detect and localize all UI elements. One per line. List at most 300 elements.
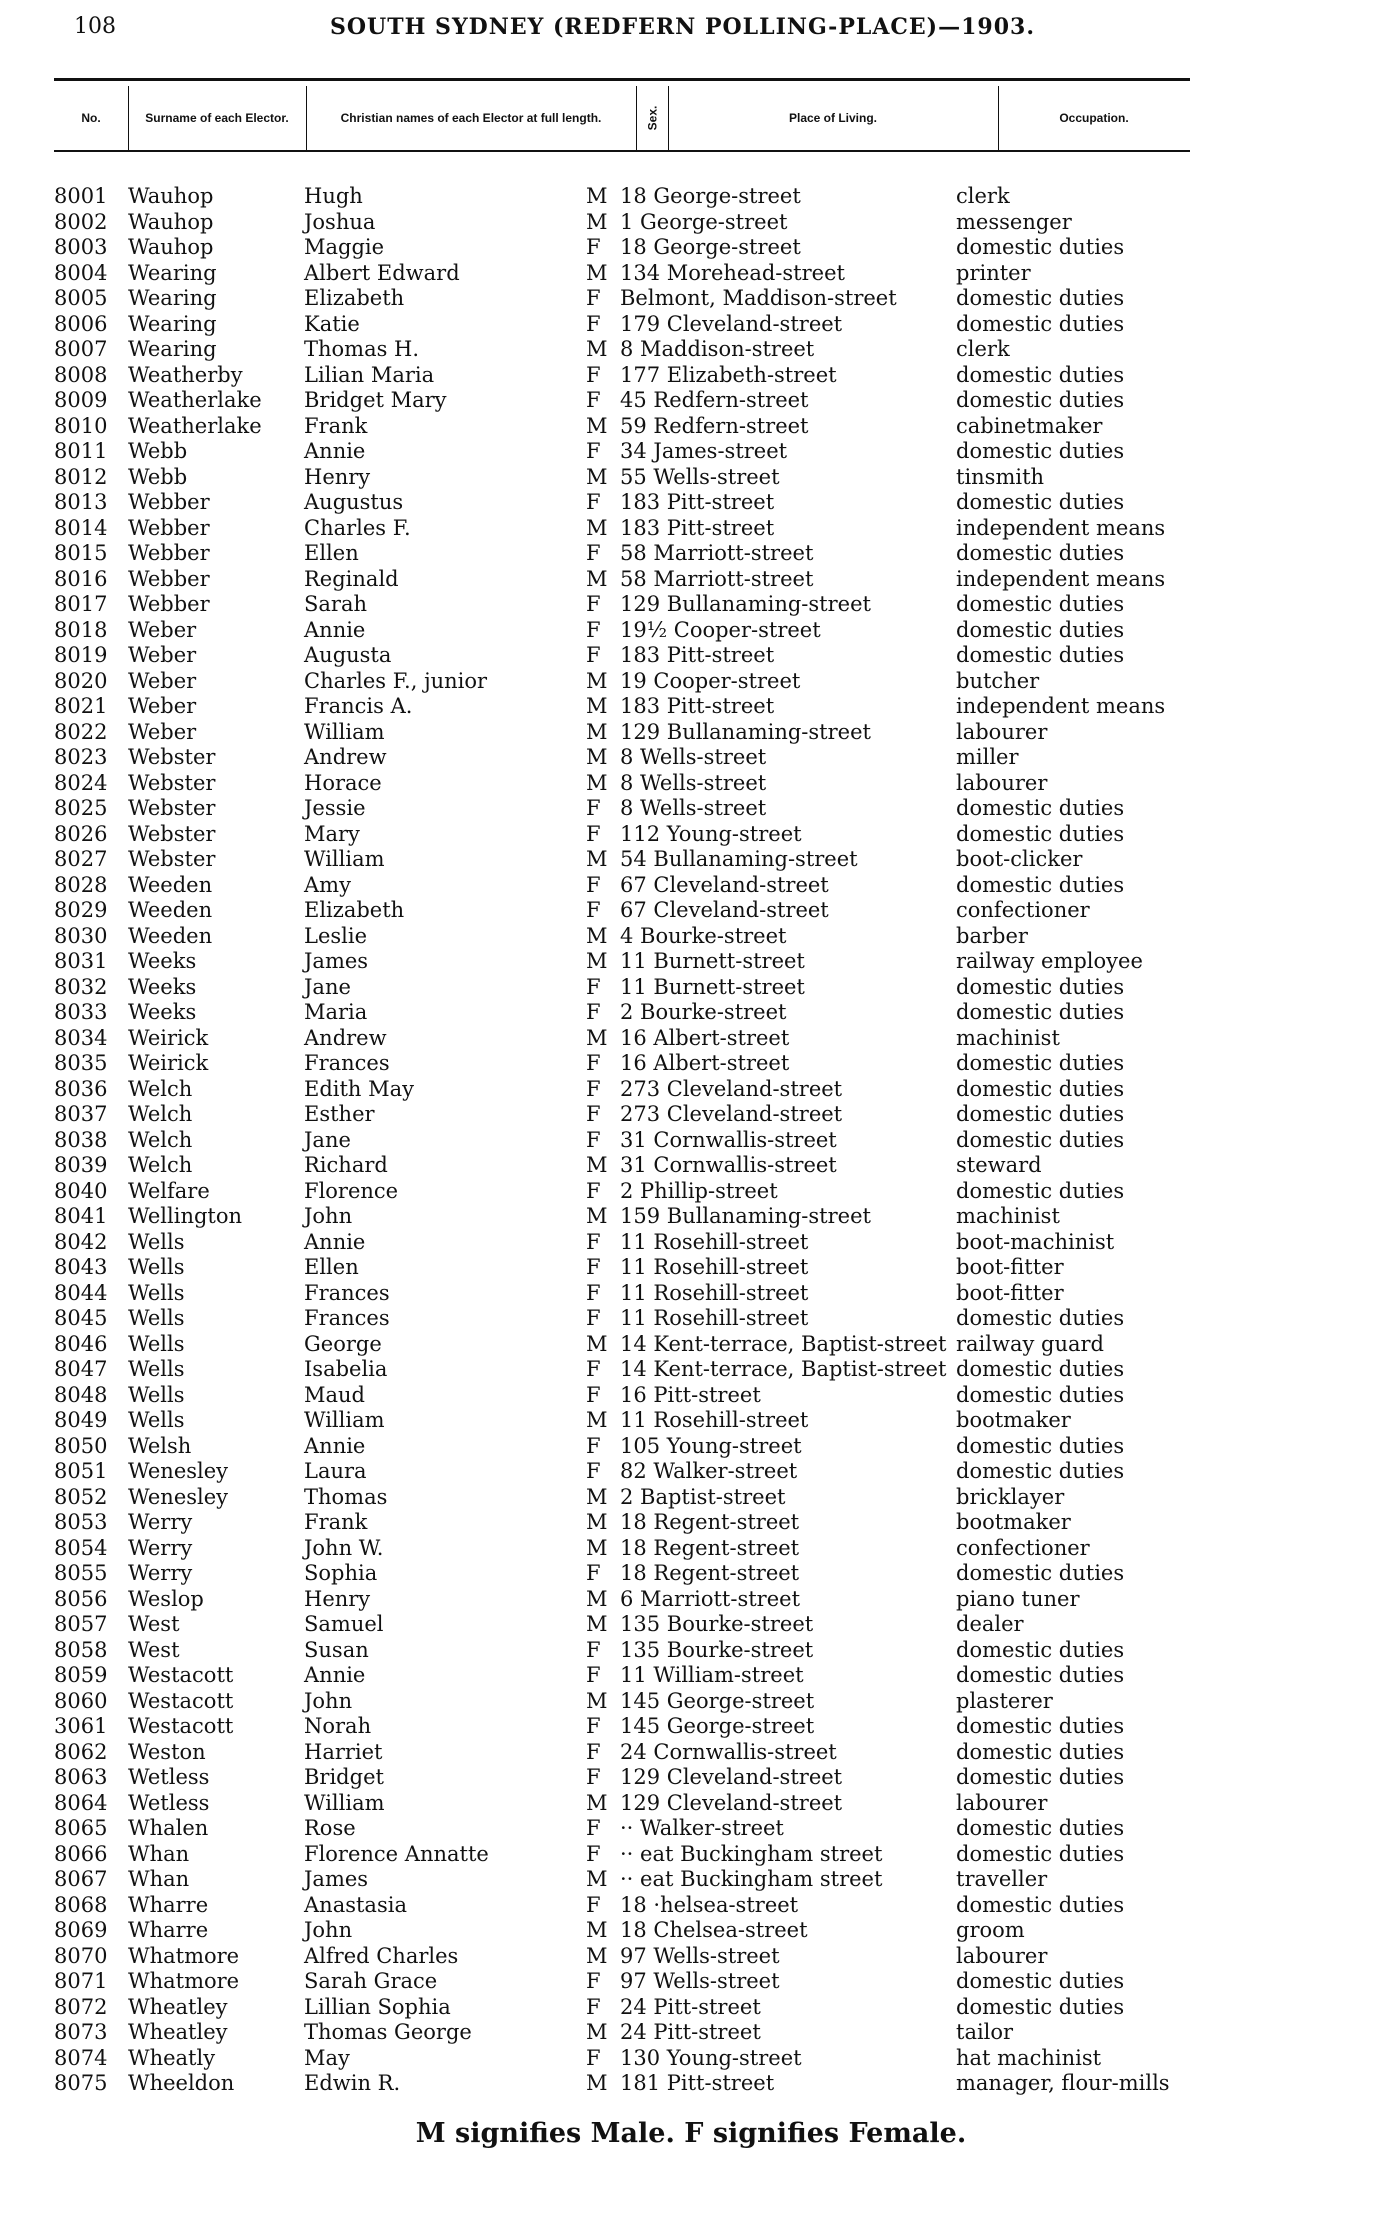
elector-place-of-living: 2 Baptist-street (620, 1484, 786, 1509)
elector-number: 8062 (54, 1739, 108, 1764)
elector-occupation: labourer (956, 770, 1048, 795)
elector-sex: F (586, 1994, 601, 2019)
elector-place-of-living: 273 Cleveland-street (620, 1102, 843, 1126)
elector-number: 8063 (54, 1765, 108, 1789)
table-row (0, 1102, 1382, 1128)
column-header-place-of-living: Place of Living. (668, 86, 999, 150)
elector-surname: Weber (128, 719, 197, 744)
elector-number: 8035 (54, 1051, 108, 1075)
elector-number: 8030 (54, 923, 108, 948)
elector-place-of-living: 130 Young-street (620, 2045, 802, 2070)
elector-occupation: domestic duties (956, 796, 1125, 820)
elector-occupation: railway guard (956, 1331, 1104, 1356)
table-row (0, 1561, 1382, 1587)
elector-place-of-living: 273 Cleveland-street (620, 1076, 843, 1101)
elector-surname: Whan (128, 1841, 190, 1866)
table-row (0, 1408, 1382, 1434)
table-row (0, 312, 1382, 338)
elector-surname: West (128, 1637, 180, 1662)
elector-sex: F (586, 617, 601, 642)
elector-sex: M (586, 566, 608, 591)
elector-place-of-living: 183 Pitt-street (620, 643, 775, 667)
elector-surname: Wearing (128, 311, 217, 336)
table-row (0, 1944, 1382, 1970)
elector-occupation: domestic duties (956, 1765, 1125, 1789)
elector-place-of-living: 6 Marriott-street (620, 1586, 801, 1611)
elector-occupation: independent means (956, 515, 1166, 540)
elector-christian-names: Jane (304, 1127, 351, 1152)
elector-occupation: manager, flour-mills (956, 2071, 1170, 2095)
table-row (0, 1077, 1382, 1103)
elector-place-of-living: 105 Young-street (620, 1433, 802, 1458)
elector-christian-names: Henry (304, 1586, 371, 1611)
elector-christian-names: Joshua (304, 209, 376, 234)
elector-surname: Weatherby (128, 362, 243, 387)
elector-place-of-living: 24 Cornwallis-street (620, 1739, 837, 1764)
elector-occupation: tailor (956, 2020, 1014, 2044)
elector-sex: F (586, 1663, 601, 1687)
table-row (0, 847, 1382, 873)
elector-occupation: domestic duties (956, 1459, 1125, 1483)
table-row (0, 184, 1382, 210)
elector-place-of-living: 67 Cleveland-street (620, 898, 829, 922)
elector-occupation: domestic duties (956, 872, 1125, 897)
elector-occupation: domestic duties (956, 1816, 1125, 1840)
elector-number: 8069 (54, 1918, 108, 1942)
elector-place-of-living: 11 William-street (620, 1663, 804, 1687)
elector-sex: F (586, 1051, 601, 1075)
elector-place-of-living: 8 Wells-street (620, 745, 767, 769)
elector-place-of-living: ·· eat Buckingham street (620, 1841, 883, 1866)
elector-occupation: boot-clicker (956, 847, 1083, 871)
elector-sex: F (586, 1127, 601, 1152)
elector-occupation: domestic duties (956, 1382, 1125, 1407)
elector-occupation: domestic duties (956, 1663, 1125, 1687)
elector-christian-names: Augustus (304, 490, 404, 514)
table-row (0, 720, 1382, 746)
table-row (0, 1867, 1382, 1893)
elector-surname: Webb (128, 439, 188, 463)
elector-christian-names: Susan (304, 1637, 369, 1662)
elector-sex: F (586, 1382, 601, 1407)
elector-christian-names: Esther (304, 1102, 375, 1126)
table-row (0, 2046, 1382, 2072)
elector-sex: F (586, 796, 601, 820)
elector-surname: Weirick (128, 1025, 209, 1050)
elector-place-of-living: 58 Marriott-street (620, 566, 814, 591)
elector-number: 8070 (54, 1943, 108, 1968)
elector-sex: M (586, 1612, 608, 1636)
elector-occupation: steward (956, 1153, 1042, 1177)
elector-christian-names: Thomas (304, 1484, 388, 1509)
elector-surname: Wauhop (128, 209, 214, 234)
table-row (0, 1587, 1382, 1613)
elector-surname: Wheatley (128, 2020, 228, 2044)
elector-number: 8057 (54, 1612, 108, 1636)
elector-surname: Webber (128, 515, 210, 540)
elector-christian-names: John (304, 1918, 353, 1942)
elector-surname: Whatmore (128, 1943, 240, 1968)
elector-place-of-living: 24 Pitt-street (620, 2020, 761, 2044)
elector-christian-names: Andrew (304, 1025, 387, 1050)
elector-number: 8073 (54, 2020, 108, 2044)
table-row (0, 1918, 1382, 1944)
table-row (0, 1663, 1382, 1689)
elector-sex: F (586, 974, 601, 999)
elector-place-of-living: 18 ·helsea-street (620, 1892, 799, 1917)
elector-christian-names: Lillian Sophia (304, 1994, 451, 2019)
elector-occupation: domestic duties (956, 1969, 1125, 1993)
elector-christian-names: Horace (304, 770, 382, 795)
table-row (0, 516, 1382, 542)
column-header-occupation: Occupation. (1059, 111, 1129, 125)
elector-surname: Wauhop (128, 235, 214, 259)
elector-number: 8028 (54, 872, 108, 897)
elector-occupation: hat machinist (956, 2045, 1102, 2070)
table-row (0, 1893, 1382, 1919)
table-row (0, 1051, 1382, 1077)
elector-place-of-living: 8 Wells-street (620, 796, 767, 820)
elector-surname: Weeks (128, 1000, 197, 1024)
elector-place-of-living: 135 Bourke-street (620, 1612, 814, 1636)
elector-number: 8065 (54, 1816, 108, 1840)
elector-christian-names: Thomas H. (304, 337, 420, 361)
elector-surname: Weatherlake (128, 388, 262, 412)
elector-surname: Wellington (128, 1204, 243, 1228)
table-row (0, 1179, 1382, 1205)
table-row (0, 1332, 1382, 1358)
elector-christian-names: Lilian Maria (304, 362, 435, 387)
elector-number: 8032 (54, 974, 108, 999)
elector-occupation: domestic duties (956, 541, 1125, 565)
elector-christian-names: Albert Edward (304, 260, 460, 285)
table-row (0, 771, 1382, 797)
elector-number: 8014 (54, 515, 108, 540)
elector-place-of-living: 183 Pitt-street (620, 515, 775, 540)
elector-surname: Webster (128, 796, 216, 820)
elector-christian-names: Ellen (304, 1255, 359, 1279)
table-row (0, 1383, 1382, 1409)
table-row (0, 1000, 1382, 1026)
elector-occupation: domestic duties (956, 235, 1125, 259)
table-row (0, 439, 1382, 465)
elector-surname: Weatherlake (128, 413, 262, 438)
elector-place-of-living: 54 Bullanaming-street (620, 847, 858, 871)
elector-surname: Wells (128, 1306, 185, 1330)
elector-sex: F (586, 2045, 601, 2070)
elector-number: 8067 (54, 1867, 108, 1891)
table-row (0, 1357, 1382, 1383)
elector-place-of-living: 16 Albert-street (620, 1051, 790, 1075)
elector-christian-names: Henry (304, 464, 371, 489)
elector-surname: Wearing (128, 286, 217, 310)
column-headers (54, 86, 1190, 152)
elector-place-of-living: 31 Cornwallis-street (620, 1127, 837, 1152)
elector-occupation: bricklayer (956, 1484, 1065, 1509)
table-row (0, 261, 1382, 287)
elector-surname: Weslop (128, 1586, 204, 1611)
elector-number: 8013 (54, 490, 108, 514)
elector-surname: Wheeldon (128, 2071, 235, 2095)
elector-surname: Weeden (128, 872, 213, 897)
elector-occupation: piano tuner (956, 1586, 1080, 1611)
elector-christian-names: Thomas George (304, 2020, 472, 2044)
elector-surname: Wearing (128, 337, 217, 361)
elector-sex: M (586, 1510, 608, 1534)
elector-surname: Westacott (128, 1663, 234, 1687)
elector-christian-names: Frances (304, 1051, 390, 1075)
table-row (0, 694, 1382, 720)
elector-number: 8024 (54, 770, 108, 795)
elector-number: 8060 (54, 1688, 108, 1713)
elector-christian-names: James (304, 949, 369, 973)
elector-sex: F (586, 1841, 601, 1866)
elector-place-of-living: 34 James-street (620, 439, 788, 463)
elector-surname: Webb (128, 464, 188, 489)
elector-surname: Webber (128, 592, 210, 616)
elector-number: 8023 (54, 745, 108, 769)
elector-place-of-living: 11 Rosehill-street (620, 1229, 809, 1254)
elector-christian-names: John W. (304, 1535, 384, 1560)
table-row (0, 1510, 1382, 1536)
elector-christian-names: John (304, 1688, 353, 1713)
table-row (0, 567, 1382, 593)
elector-occupation: domestic duties (956, 1433, 1125, 1458)
elector-occupation: railway employee (956, 949, 1143, 973)
elector-occupation: domestic duties (956, 1714, 1125, 1738)
elector-sex: F (586, 388, 601, 412)
elector-place-of-living: 11 Burnett-street (620, 974, 805, 999)
elector-number: 8042 (54, 1229, 108, 1254)
elector-sex: M (586, 1153, 608, 1177)
elector-surname: Wetless (128, 1790, 210, 1815)
elector-christian-names: Norah (304, 1714, 372, 1738)
elector-place-of-living: 11 Rosehill-street (620, 1280, 809, 1305)
column-header-christian-names: Christian names of each Elector at full length. (306, 86, 637, 150)
elector-surname: Wells (128, 1331, 185, 1356)
elector-christian-names: Francis A. (304, 694, 413, 718)
elector-sex: F (586, 1000, 601, 1024)
elector-surname: Weirick (128, 1051, 209, 1075)
table-row (0, 1969, 1382, 1995)
elector-surname: Whalen (128, 1816, 209, 1840)
elector-sex: F (586, 1739, 601, 1764)
table-row (0, 286, 1382, 312)
elector-sex: F (586, 1255, 601, 1279)
elector-number: 8066 (54, 1841, 108, 1866)
elector-number: 8010 (54, 413, 108, 438)
elector-number: 8075 (54, 2071, 108, 2095)
elector-number: 8027 (54, 847, 108, 871)
elector-place-of-living: 24 Pitt-street (620, 1994, 761, 2019)
column-header-sex-label: Sex. (645, 105, 659, 131)
elector-sex: F (586, 643, 601, 667)
elector-number: 8029 (54, 898, 108, 922)
elector-occupation: domestic duties (956, 1892, 1125, 1917)
elector-sex: F (586, 1892, 601, 1917)
elector-occupation: boot-fitter (956, 1280, 1064, 1305)
elector-sex: M (586, 1867, 608, 1891)
table-row (0, 490, 1382, 516)
table-row (0, 1230, 1382, 1256)
elector-sex: M (586, 847, 608, 871)
elector-place-of-living: 183 Pitt-street (620, 490, 775, 514)
elector-place-of-living: 4 Bourke-street (620, 923, 787, 948)
elector-christian-names: Augusta (304, 643, 392, 667)
elector-sex: F (586, 1178, 601, 1203)
elector-christian-names: Edith May (304, 1076, 415, 1101)
elector-occupation: miller (956, 745, 1019, 769)
elector-place-of-living: 45 Redfern-street (620, 388, 809, 412)
elector-number: 8056 (54, 1586, 108, 1611)
table-row (0, 1255, 1382, 1281)
elector-place-of-living: 31 Cornwallis-street (620, 1153, 837, 1177)
elector-occupation: labourer (956, 1943, 1048, 1968)
elector-number: 8054 (54, 1535, 108, 1560)
elector-surname: Weston (128, 1739, 206, 1764)
elector-number: 8050 (54, 1433, 108, 1458)
elector-occupation: domestic duties (956, 311, 1125, 336)
elector-christian-names: Maud (304, 1382, 365, 1407)
table-row (0, 337, 1382, 363)
elector-surname: Werry (128, 1510, 193, 1534)
elector-occupation: tinsmith (956, 464, 1045, 489)
elector-place-of-living: 18 George-street (620, 235, 801, 259)
column-header-surname: Surname of each Elector. (128, 86, 307, 150)
elector-number: 8055 (54, 1561, 108, 1585)
elector-place-of-living: 82 Walker-street (620, 1459, 798, 1483)
table-row (0, 1791, 1382, 1817)
elector-number: 8059 (54, 1663, 108, 1687)
table-row (0, 1689, 1382, 1715)
elector-occupation: dealer (956, 1612, 1024, 1636)
elector-christian-names: William (304, 1790, 385, 1815)
elector-surname: Weber (128, 617, 197, 642)
elector-sex: M (586, 1484, 608, 1509)
elector-number: 8017 (54, 592, 108, 616)
elector-place-of-living: 129 Bullanaming-street (620, 719, 871, 744)
elector-surname: Wells (128, 1382, 185, 1407)
elector-occupation: domestic duties (956, 1127, 1125, 1152)
elector-surname: Welsh (128, 1433, 192, 1458)
elector-place-of-living: 11 Rosehill-street (620, 1306, 809, 1330)
elector-number: 8015 (54, 541, 108, 565)
elector-number: 8005 (54, 286, 108, 310)
elector-list (0, 184, 1382, 2097)
elector-number: 8047 (54, 1357, 108, 1381)
elector-number: 8037 (54, 1102, 108, 1126)
elector-place-of-living: 8 Wells-street (620, 770, 767, 795)
elector-occupation: domestic duties (956, 1357, 1125, 1381)
elector-number: 8040 (54, 1178, 108, 1203)
elector-surname: Webster (128, 847, 216, 871)
elector-surname: Weber (128, 668, 197, 693)
elector-surname: Webster (128, 745, 216, 769)
elector-place-of-living: 8 Maddison-street (620, 337, 815, 361)
elector-christian-names: Florence (304, 1178, 399, 1203)
table-row (0, 745, 1382, 771)
elector-number: 8044 (54, 1280, 108, 1305)
elector-place-of-living: 145 George-street (620, 1688, 815, 1713)
elector-number: 8048 (54, 1382, 108, 1407)
elector-christian-names: John (304, 1204, 353, 1228)
column-header-sex (636, 86, 669, 150)
table-row (0, 2071, 1382, 2097)
elector-place-of-living: 18 Regent-street (620, 1561, 800, 1585)
elector-christian-names: Alfred Charles (304, 1943, 459, 1968)
elector-occupation: clerk (956, 184, 1010, 208)
elector-sex: M (586, 515, 608, 540)
elector-sex: M (586, 694, 608, 718)
elector-occupation: groom (956, 1918, 1025, 1942)
elector-place-of-living: Belmont, Maddison-street (620, 286, 897, 310)
elector-christian-names: Sophia (304, 1561, 378, 1585)
elector-number: 8053 (54, 1510, 108, 1534)
elector-place-of-living: 55 Wells-street (620, 464, 780, 489)
elector-place-of-living: 97 Wells-street (620, 1969, 780, 1993)
elector-sex: F (586, 235, 601, 259)
elector-number: 3061 (54, 1714, 108, 1738)
elector-occupation: domestic duties (956, 362, 1125, 387)
elector-sex: M (586, 1688, 608, 1713)
elector-number: 8045 (54, 1306, 108, 1330)
elector-occupation: domestic duties (956, 1102, 1125, 1126)
elector-place-of-living: 179 Cleveland-street (620, 311, 843, 336)
table-row (0, 873, 1382, 899)
elector-occupation: domestic duties (956, 1000, 1125, 1024)
elector-christian-names: May (304, 2045, 350, 2070)
elector-occupation: domestic duties (956, 974, 1125, 999)
elector-place-of-living: 134 Morehead-street (620, 260, 845, 285)
table-row (0, 1842, 1382, 1868)
elector-surname: Webber (128, 541, 210, 565)
elector-sex: M (586, 260, 608, 285)
elector-place-of-living: 2 Bourke-street (620, 1000, 787, 1024)
elector-surname: Welch (128, 1153, 193, 1177)
table-row (0, 1995, 1382, 2021)
elector-place-of-living: 18 Regent-street (620, 1510, 800, 1534)
table-row (0, 796, 1382, 822)
table-row (0, 1128, 1382, 1154)
table-row (0, 1026, 1382, 1052)
elector-occupation: cabinetmaker (956, 413, 1103, 438)
elector-christian-names: Sarah Grace (304, 1969, 438, 1993)
elector-sex: F (586, 1076, 601, 1101)
elector-christian-names: Mary (304, 821, 360, 846)
elector-number: 8058 (54, 1637, 108, 1662)
elector-christian-names: Maria (304, 1000, 368, 1024)
elector-surname: Whan (128, 1867, 190, 1891)
table-row (0, 1204, 1382, 1230)
elector-occupation: labourer (956, 1790, 1048, 1815)
elector-sex: M (586, 464, 608, 489)
elector-christian-names: Katie (304, 311, 360, 336)
elector-occupation: domestic duties (956, 643, 1125, 667)
elector-sex: M (586, 184, 608, 208)
elector-number: 8011 (54, 439, 108, 463)
elector-surname: Wharre (128, 1892, 209, 1917)
elector-occupation: confectioner (956, 1535, 1090, 1560)
elector-surname: Weber (128, 643, 197, 667)
elector-christian-names: Anastasia (304, 1892, 407, 1917)
elector-christian-names: James (304, 1867, 369, 1891)
elector-number: 8004 (54, 260, 108, 285)
elector-sex: F (586, 362, 601, 387)
elector-occupation: independent means (956, 694, 1166, 718)
elector-place-of-living: 129 Cleveland-street (620, 1765, 843, 1789)
elector-surname: Wauhop (128, 184, 214, 208)
elector-surname: Welch (128, 1076, 193, 1101)
